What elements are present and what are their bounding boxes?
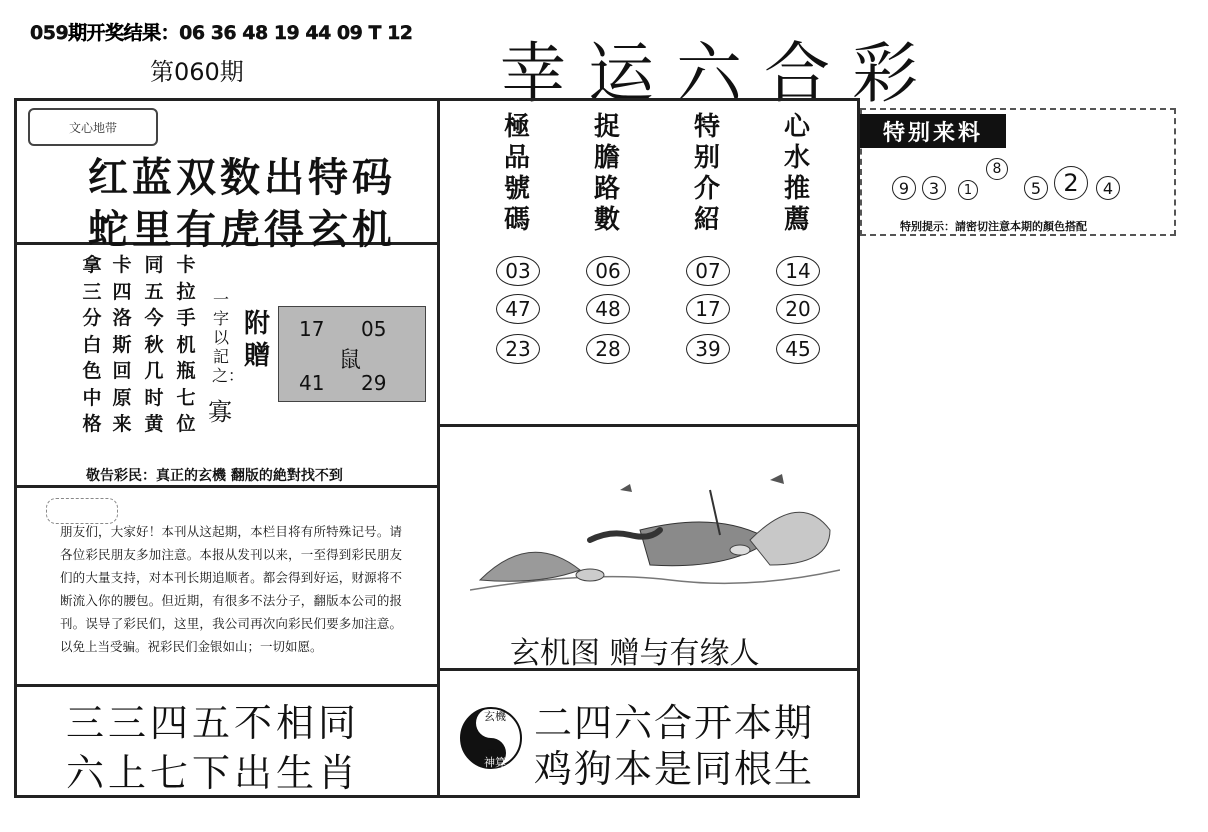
warning-note: 敬告彩民：真正的玄機 翻版的絶對找不到 bbox=[86, 468, 343, 484]
number-circle: 17 bbox=[686, 294, 730, 324]
gift-number: 17 bbox=[299, 317, 325, 341]
title-char: 特 bbox=[693, 112, 720, 142]
poem-char: 今 bbox=[144, 307, 164, 329]
article-body: 朋友们，大家好！本刊从这起期，本栏目将有所特殊记号。请各位彩民朋友多加注意。本报从发刊以来，一至得到彩民朋友们的大量支持，对本刊长期追顺者。都会得到好运，财源将不断流入你的腰包。但近期，有很多不法分子，翻版本公司的报刊。误导了彩民们，这里，我公司再次向彩民们要多加注意。以免上当受骗。祝彩民们金银如山；一切如愿。 bbox=[60, 524, 402, 654]
column-jipin bbox=[496, 112, 556, 412]
vertical-char: 寡 bbox=[208, 398, 232, 426]
special-number: 3 bbox=[922, 176, 946, 200]
poem-char: 色 bbox=[82, 360, 102, 382]
special-number: 4 bbox=[1096, 176, 1120, 200]
poem-grid bbox=[80, 252, 210, 462]
title-char: 推 bbox=[783, 174, 810, 204]
title-char: 數 bbox=[593, 205, 620, 235]
poem-char: 瓶 bbox=[176, 360, 196, 382]
number-circle: 20 bbox=[776, 294, 820, 324]
verse-line-4: 鸡狗本是同根生 bbox=[534, 747, 815, 791]
vertical-note: 一字以記之： bbox=[212, 290, 245, 385]
number-circle: 47 bbox=[496, 294, 540, 324]
column-title bbox=[782, 112, 812, 236]
title-char: 心 bbox=[783, 112, 810, 142]
poem-char: 原 bbox=[112, 386, 132, 409]
verse-line-3: 二四六合开本期 bbox=[534, 701, 815, 745]
gift-number: 41 bbox=[299, 371, 325, 395]
special-note: 特别提示：請密切注意本期的顏色搭配 bbox=[900, 220, 1087, 233]
title-char: 介 bbox=[693, 174, 720, 204]
divider-left-vertical bbox=[437, 100, 440, 796]
title-char: 極 bbox=[503, 112, 530, 142]
title-char: 紹 bbox=[693, 205, 720, 235]
poem-char: 四 bbox=[112, 280, 132, 303]
title-char: 膽 bbox=[593, 143, 620, 173]
issue-number: 第060期 bbox=[150, 58, 244, 86]
gift-box bbox=[278, 306, 426, 402]
column-title bbox=[502, 112, 532, 236]
number-circle: 28 bbox=[586, 334, 630, 364]
column-zhuodan bbox=[586, 112, 646, 412]
poem-column-3 bbox=[142, 252, 166, 438]
poem-char: 五 bbox=[144, 280, 164, 303]
headline-line-1: 红蓝双数出特码 bbox=[88, 154, 396, 201]
title-char: 别 bbox=[693, 143, 720, 173]
verse-line-2: 六上七下出生肖 bbox=[66, 751, 361, 795]
headline-line-2: 蛇里有虎得玄机 bbox=[88, 206, 396, 253]
special-number: 8 bbox=[986, 158, 1008, 180]
poem-column-4 bbox=[174, 252, 198, 438]
poem-char: 几 bbox=[144, 360, 164, 382]
poem-char: 洛 bbox=[112, 307, 132, 329]
last-result-line: 059期开奖结果：06 36 48 19 44 09 T 12 bbox=[30, 22, 413, 44]
poem-char: 分 bbox=[82, 307, 102, 329]
number-circle: 14 bbox=[776, 256, 820, 286]
poem-char: 黄 bbox=[144, 413, 164, 435]
column-title bbox=[692, 112, 722, 236]
column-title bbox=[592, 112, 622, 236]
divider-middle-1 bbox=[440, 424, 858, 427]
poem-char: 中 bbox=[82, 386, 102, 409]
number-circle: 45 bbox=[776, 334, 820, 364]
title-char: 碼 bbox=[503, 205, 530, 235]
title-char: 品 bbox=[503, 143, 530, 173]
gift-number: 29 bbox=[361, 371, 387, 395]
column-tebie bbox=[686, 112, 746, 412]
number-circle: 39 bbox=[686, 334, 730, 364]
riddle-illustration bbox=[470, 470, 840, 620]
poem-column-1 bbox=[80, 252, 104, 438]
page-title: 幸运六合彩 bbox=[500, 35, 940, 112]
title-char: 薦 bbox=[783, 205, 810, 235]
poem-char: 格 bbox=[82, 413, 102, 435]
illustration-caption: 玄机图 赠与有缘人 bbox=[510, 636, 760, 671]
poem-char: 机 bbox=[176, 333, 196, 356]
gift-number: 05 bbox=[361, 317, 387, 341]
poem-char: 同 bbox=[144, 254, 164, 276]
title-char: 捉 bbox=[593, 112, 620, 142]
poem-char: 回 bbox=[112, 360, 132, 382]
special-number: 1 bbox=[958, 180, 978, 200]
poem-char: 秋 bbox=[144, 333, 164, 356]
recommend-columns bbox=[470, 112, 850, 412]
poem-char: 手 bbox=[176, 307, 196, 329]
title-char: 號 bbox=[503, 174, 530, 204]
poem-char: 拿 bbox=[82, 254, 102, 276]
poem-char: 白 bbox=[82, 333, 102, 356]
poem-char: 卡 bbox=[176, 254, 196, 276]
number-circle: 48 bbox=[586, 294, 630, 324]
special-number: 9 bbox=[892, 176, 916, 200]
special-number: 2 bbox=[1054, 166, 1088, 200]
yinyang-label-bottom: 神算 bbox=[484, 756, 506, 769]
special-number: 5 bbox=[1024, 176, 1048, 200]
yinyang-label-top: 玄機 bbox=[484, 710, 506, 723]
divider-left-3 bbox=[16, 684, 437, 687]
poem-column-2 bbox=[110, 252, 134, 438]
poem-char: 七 bbox=[176, 386, 196, 409]
poem-char: 时 bbox=[144, 386, 164, 409]
number-circle: 07 bbox=[686, 256, 730, 286]
special-title: 特别来料 bbox=[860, 114, 1006, 148]
divider-left-2 bbox=[16, 485, 437, 488]
poem-char: 三 bbox=[82, 280, 102, 303]
number-circle: 03 bbox=[496, 256, 540, 286]
section-tag: 文心地带 bbox=[28, 108, 158, 146]
gift-zodiac: 鼠 bbox=[339, 348, 362, 373]
title-char: 水 bbox=[783, 143, 810, 173]
poem-char: 卡 bbox=[112, 254, 132, 276]
title-char: 路 bbox=[593, 174, 620, 204]
column-xinshui bbox=[776, 112, 836, 412]
number-circle: 23 bbox=[496, 334, 540, 364]
poem-char: 来 bbox=[112, 413, 132, 435]
poem-char: 拉 bbox=[176, 280, 196, 303]
verse-line-1: 三三四五不相同 bbox=[66, 701, 361, 745]
number-circle: 06 bbox=[586, 256, 630, 286]
gift-label: 附贈 bbox=[244, 309, 271, 371]
poem-char: 位 bbox=[176, 413, 196, 435]
poem-char: 斯 bbox=[112, 333, 132, 356]
